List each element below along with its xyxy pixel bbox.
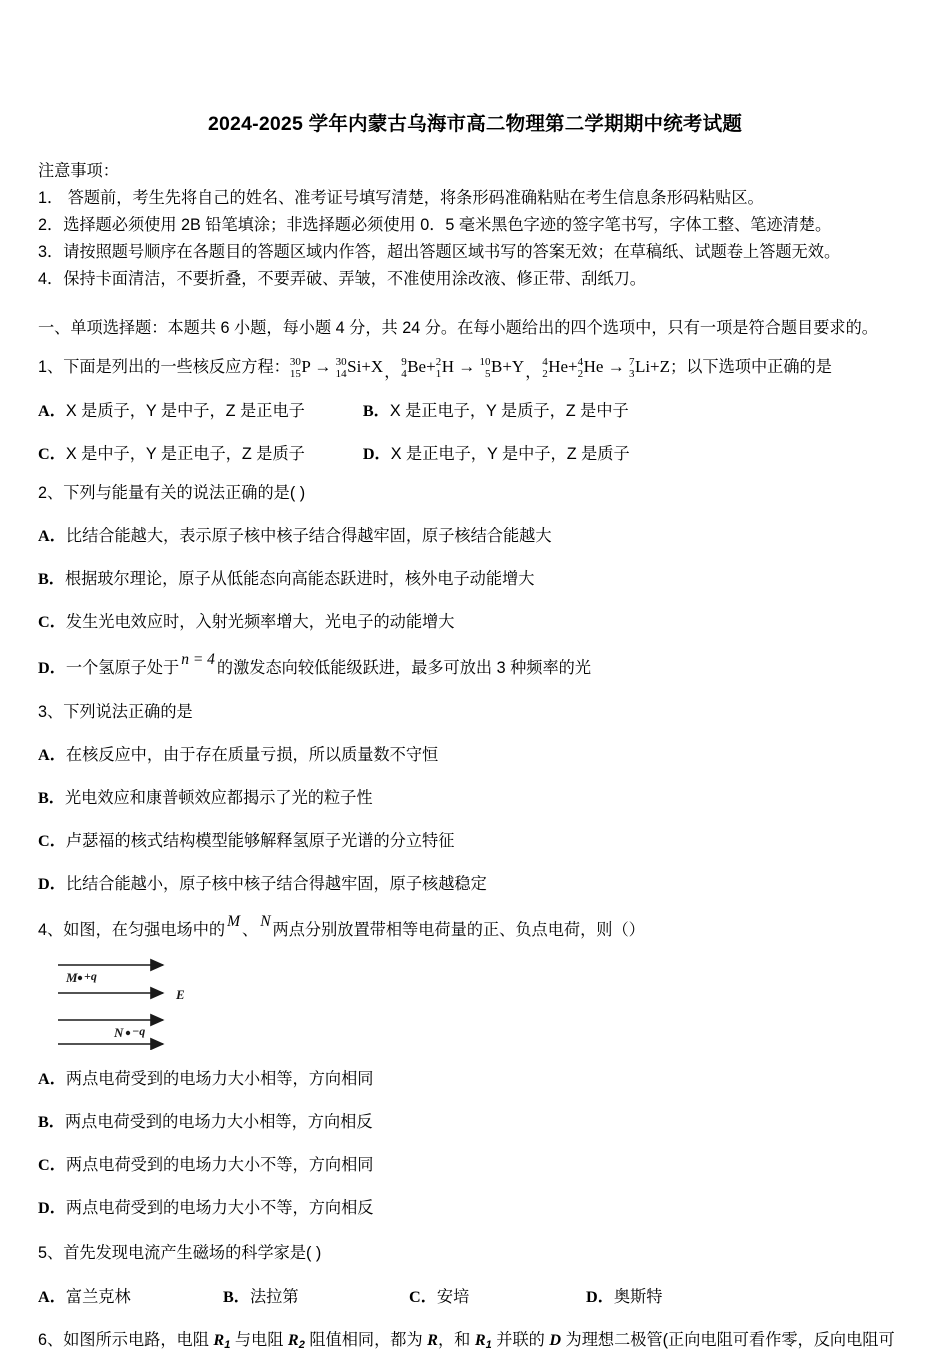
question-5-options[interactable] xyxy=(38,1283,912,1307)
option-letter: A． xyxy=(38,527,66,545)
option-text: 奥斯特 xyxy=(613,1288,663,1306)
option-letter: D． xyxy=(362,445,391,463)
equation-separator: ， xyxy=(384,364,401,381)
option-letter: D． xyxy=(586,1288,614,1306)
nuclear-equation-1 xyxy=(289,356,384,380)
option-text: 光电效应和康普顿效应都揭示了光的粒子性 xyxy=(64,789,373,807)
resistor-r1-symbol: R xyxy=(474,1331,486,1349)
resistor-r2-subscript: 2 xyxy=(298,1339,305,1352)
charge-dot-n xyxy=(126,1031,130,1035)
question-stem: 阻值相同，都为 xyxy=(304,1331,428,1349)
option-row[interactable] xyxy=(38,441,912,467)
question-5 xyxy=(38,1240,912,1266)
question-stem: 与电阻 xyxy=(230,1331,288,1349)
element-symbol: H xyxy=(441,357,454,376)
option-text: 安培 xyxy=(436,1288,470,1306)
option-b[interactable] xyxy=(223,1283,409,1307)
atomic-number: 4 xyxy=(401,367,407,380)
element-symbol: Si+X xyxy=(347,357,384,376)
mass-number: 4 xyxy=(577,356,584,369)
question-number: 4、 xyxy=(38,921,64,939)
question-number: 5、 xyxy=(38,1244,64,1262)
element-symbol: Be+ xyxy=(407,357,436,376)
option-text: 两点电荷受到的电场力大小不等，方向相同 xyxy=(65,1156,374,1174)
option-letter: B． xyxy=(223,1288,250,1306)
reaction-arrow: → xyxy=(314,357,332,376)
equation-separator: ， xyxy=(525,364,542,381)
option-text: 在核反应中，由于存在质量亏损，所以质量数不守恒 xyxy=(65,746,439,764)
mass-number: 10 xyxy=(479,356,491,369)
question-number: 2、 xyxy=(38,484,64,502)
resistor-r1-subscript: 1 xyxy=(224,1339,231,1352)
option-text: 法拉第 xyxy=(249,1288,299,1306)
point-n-symbol: N xyxy=(260,913,271,930)
uniform-field-figure xyxy=(58,958,358,1050)
element-symbol: Li+Z xyxy=(634,357,671,376)
option-letter: C． xyxy=(38,832,66,850)
option-d[interactable] xyxy=(38,1195,912,1221)
option-text: 发生光电效应时，入射光频率增大，光电子的动能增大 xyxy=(65,613,455,631)
question-number: 3、 xyxy=(38,703,64,721)
point-m-symbol: M xyxy=(227,913,240,930)
question-1 xyxy=(38,354,912,381)
atomic-number: 2 xyxy=(577,367,584,380)
question-4 xyxy=(38,913,912,944)
notice-heading: 注意事项： xyxy=(38,162,119,180)
option-letter: D． xyxy=(38,875,66,893)
option-text: X 是正电子，Y 是中子，Z 是质子 xyxy=(390,445,630,463)
option-a[interactable] xyxy=(38,523,912,549)
notice-item: 2．选择题必须使用 2B 铅笔填涂；非选择题必须使用 0．5 毫米黑色字迹的签字笔书写，字体工整、笔迹清楚。 xyxy=(38,216,832,234)
option-d[interactable] xyxy=(586,1283,662,1307)
option-b[interactable] xyxy=(38,785,912,811)
mass-number: 30 xyxy=(289,356,301,369)
option-text: 两点电荷受到的电场力大小相等，方向相同 xyxy=(65,1070,374,1088)
element-symbol: He xyxy=(583,357,604,376)
option-c[interactable] xyxy=(38,828,912,854)
question-stem: 下列与能量有关的说法正确的是( ) xyxy=(63,484,306,502)
element-symbol: B+Y xyxy=(490,357,525,376)
resistor-r1-subscript: 1 xyxy=(485,1339,492,1352)
option-letter: B． xyxy=(38,789,65,807)
option-row[interactable] xyxy=(38,398,912,424)
option-c[interactable] xyxy=(38,609,912,635)
option-text: 富兰克林 xyxy=(65,1288,131,1306)
option-letter: B． xyxy=(38,570,65,588)
option-text: X 是中子，Y 是正电子，Z 是质子 xyxy=(65,445,305,463)
resistance-r-symbol: R xyxy=(427,1331,438,1349)
option-b[interactable] xyxy=(38,566,912,592)
option-text: X 是正电子，Y 是质子，Z 是中子 xyxy=(389,402,629,420)
mass-number: 9 xyxy=(401,356,407,369)
mass-number: 30 xyxy=(335,356,347,369)
atomic-number: 3 xyxy=(628,367,635,380)
label-n: N xyxy=(114,1025,124,1040)
energy-level-formula: n = 4 xyxy=(181,651,215,668)
reaction-arrow: → xyxy=(607,357,625,376)
section-heading: 一、单项选择题：本题共 6 小题，每小题 4 分，共 24 分。在每小题给出的四个选项中，只有一项是符合题目要求的。 xyxy=(38,319,878,337)
question-stem: 为理想二极管(正向电阻可看作零，反向电阻可 xyxy=(561,1331,895,1349)
mass-number: 4 xyxy=(542,356,548,369)
option-a[interactable] xyxy=(38,742,912,768)
notice-item: 3．请按照题号顺序在各题目的答题区域内作答，超出答题区域书写的答案无效；在草稿纸、试题卷上答题无效。 xyxy=(38,243,841,261)
option-d[interactable] xyxy=(38,871,912,897)
atomic-number: 5 xyxy=(484,367,491,380)
option-text: 比结合能越小，原子核中核子结合得越牢固，原子核越稳定 xyxy=(65,875,487,893)
notice-item: 4．保持卡面清洁，不要折叠，不要弄破、弄皱，不准使用涂改液、修正带、刮纸刀。 xyxy=(38,270,646,288)
option-text-tail: 的激发态向较低能级跃进，最多可放出 3 种频率的光 xyxy=(216,659,592,677)
question-stem: 并联的 xyxy=(491,1331,550,1349)
question-stem: 首先发现电流产生磁场的科学家是( ) xyxy=(63,1244,322,1262)
question-stem: 如图所示电路，电阻 xyxy=(63,1331,214,1349)
question-stem: 下列说法正确的是 xyxy=(63,703,193,721)
resistor-r1-symbol: R xyxy=(213,1331,225,1349)
question-3 xyxy=(38,699,912,725)
option-text: 卢瑟福的核式结构模型能够解释氢原子光谱的分立特征 xyxy=(65,832,455,850)
option-a[interactable] xyxy=(38,1066,912,1092)
label-e: E xyxy=(176,987,185,1002)
label-m: M xyxy=(66,970,78,985)
question-number: 6、 xyxy=(38,1331,64,1349)
option-letter: D． xyxy=(38,1199,66,1217)
atomic-number: 15 xyxy=(289,367,301,380)
field-diagram-svg xyxy=(58,958,358,1050)
option-letter: C． xyxy=(38,445,66,463)
option-letter: C． xyxy=(38,1156,66,1174)
atomic-number: 1 xyxy=(435,367,442,380)
mass-number: 7 xyxy=(628,356,635,369)
mass-number: 2 xyxy=(435,356,442,369)
option-text: 根据玻尔理论，原子从低能态向高能态跃进时，核外电子动能增大 xyxy=(64,570,535,588)
question-stem: 如图，在匀强电场中的 xyxy=(63,921,226,939)
page-title: 2024-2025 学年内蒙古乌海市高二物理第二学期期中统考试题 xyxy=(207,113,743,135)
reaction-arrow: → xyxy=(458,357,476,376)
option-text: 一个氢原子处于 xyxy=(65,659,180,677)
option-text: 两点电荷受到的电场力大小不等，方向相反 xyxy=(65,1199,374,1217)
option-text: 两点电荷受到的电场力大小相等，方向相反 xyxy=(64,1113,373,1131)
option-letter: B． xyxy=(38,1113,65,1131)
option-c[interactable] xyxy=(409,1283,586,1307)
option-letter: C． xyxy=(409,1288,437,1306)
label-m-charge: +q xyxy=(84,969,97,983)
notice-item: 1． 答题前，考生先将自己的姓名、准考证号填写清楚，将条形码准确粘贴在考生信息条形码粘贴区。 xyxy=(38,189,764,207)
option-text: X 是质子，Y 是中子，Z 是正电子 xyxy=(65,402,305,420)
option-letter: A． xyxy=(38,1070,66,1088)
resistor-r2-symbol: R xyxy=(287,1331,299,1349)
option-a[interactable] xyxy=(38,1283,223,1307)
atomic-number: 14 xyxy=(335,367,347,380)
label-n-charge: −q xyxy=(132,1024,146,1038)
option-d[interactable] xyxy=(38,651,912,682)
question-stem: 下面是列出的一些核反应方程： xyxy=(63,358,290,376)
option-letter: C． xyxy=(38,613,66,631)
atomic-number: 2 xyxy=(542,367,548,380)
question-stem-mid: 、 xyxy=(242,921,259,939)
question-stem-tail: ；以下选项中正确的是 xyxy=(670,358,832,376)
option-b[interactable] xyxy=(38,1109,912,1135)
option-letter: A． xyxy=(38,1288,66,1306)
question-stem: ，和 xyxy=(437,1331,475,1349)
element-symbol: He+ xyxy=(548,357,578,376)
question-stem-tail: 两点分别放置带相等电荷量的正、负点电荷，则（） xyxy=(272,921,645,939)
question-6 xyxy=(38,1327,912,1358)
diode-d-symbol: D xyxy=(549,1331,562,1349)
element-symbol: P xyxy=(301,357,311,376)
option-c[interactable] xyxy=(38,1152,912,1178)
question-2 xyxy=(38,480,912,506)
option-letter: D． xyxy=(38,659,66,677)
option-text: 比结合能越大，表示原子核中核子结合得越牢固，原子核结合能越大 xyxy=(65,527,552,545)
nuclear-equation-3 xyxy=(542,356,671,380)
option-letter: B． xyxy=(362,402,390,420)
notice-block xyxy=(38,158,912,293)
charge-dot-m xyxy=(78,976,82,980)
question-number: 1、 xyxy=(38,358,64,376)
option-letter: A． xyxy=(38,402,66,420)
option-letter: A． xyxy=(38,746,66,764)
nuclear-equation-2 xyxy=(401,356,525,380)
